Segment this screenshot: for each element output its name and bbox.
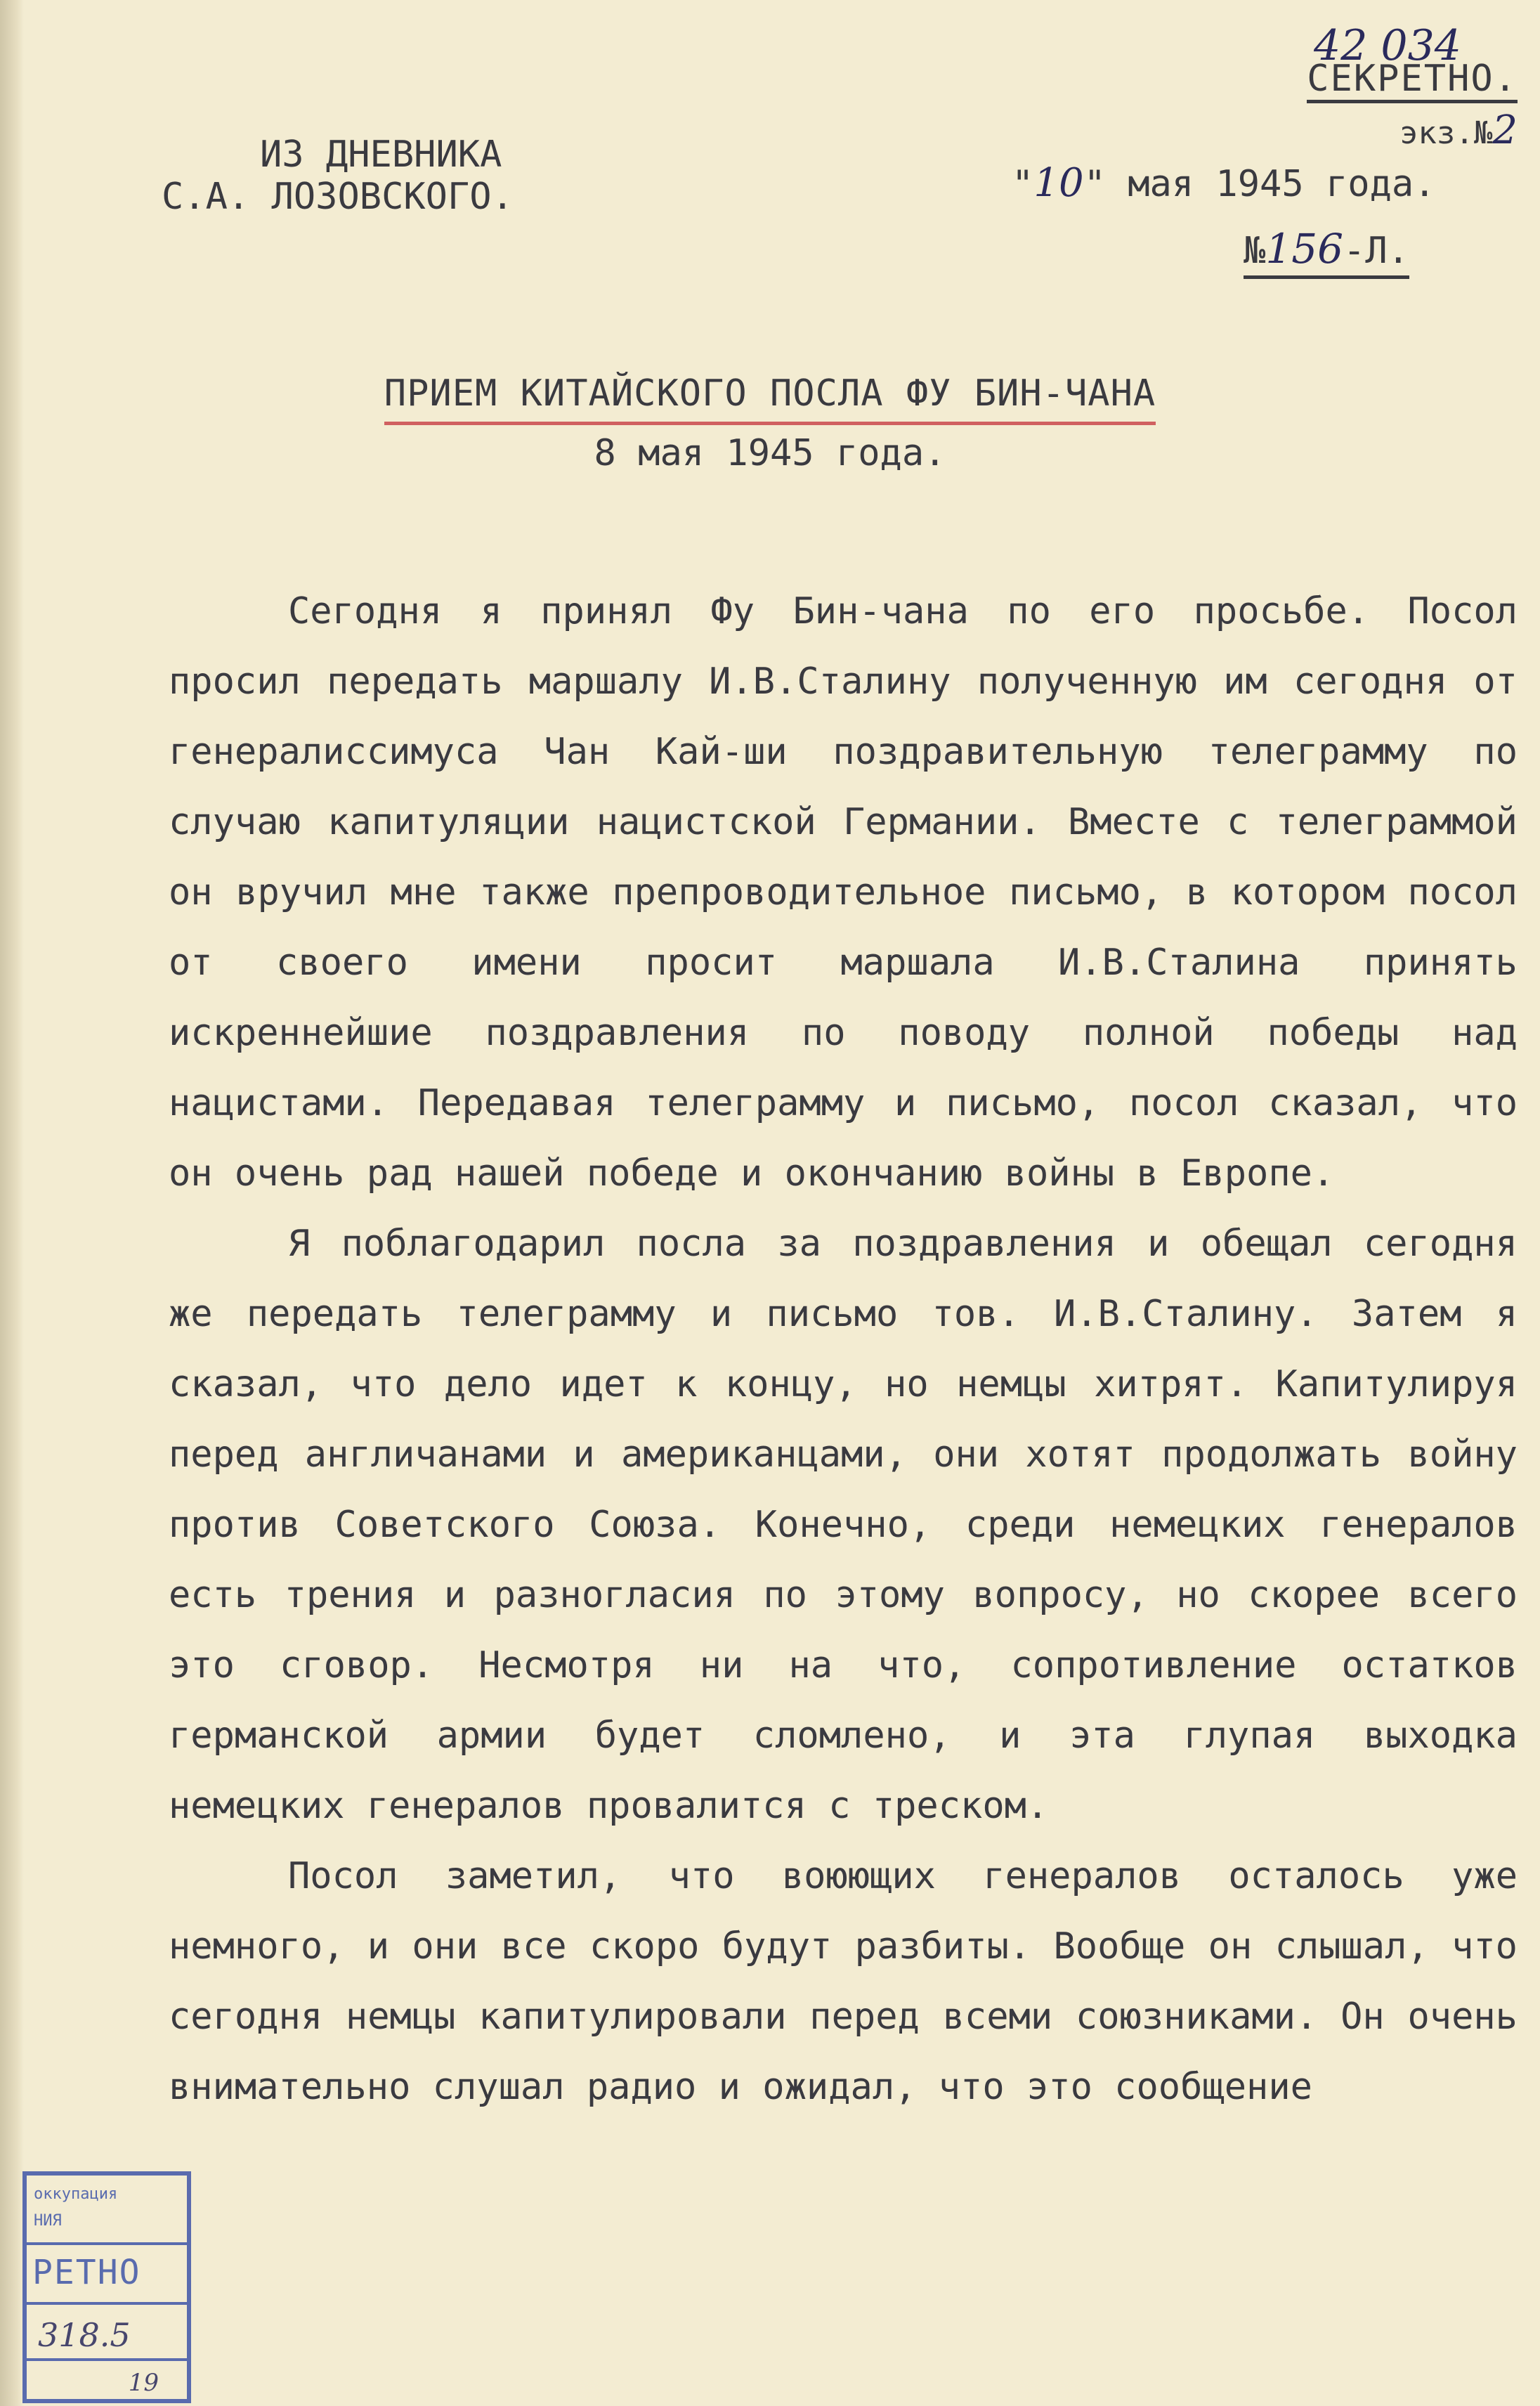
secrecy-block — [1258, 21, 1518, 153]
document-date — [1012, 160, 1435, 206]
number-value: 156 — [1265, 225, 1344, 273]
document-title-block — [0, 372, 1540, 474]
copy-prefix: экз.№ — [1399, 115, 1493, 151]
paragraph-3: Посол заметил, что воюющих генералов осталось уже немного, и они все скоро будут разбиты. Вообще он слышал, что сегодня немцы капитулировали перед всеми союзниками. Он очень внимательно слушал радио и ожидал, что это сообщение — [169, 1855, 1518, 2108]
stamp-handwritten-small: 19 — [128, 2369, 159, 2397]
stamp-line-1: оккупация — [34, 2185, 118, 2203]
binding-edge — [0, 0, 24, 2406]
number-suffix: -Л. — [1343, 230, 1409, 272]
diary-header — [162, 134, 514, 218]
document-number — [1244, 225, 1409, 279]
copy-number-line — [1258, 108, 1518, 153]
date-day: 10 — [1033, 160, 1084, 206]
stamp-divider — [27, 2302, 187, 2305]
date-rest: " мая 1945 года. — [1083, 163, 1436, 205]
diary-line-2: С.А. ЛОЗОВСКОГО. — [162, 176, 514, 218]
stamp-line-3: РЕТНО — [32, 2253, 141, 2292]
diary-line-1: ИЗ ДНЕВНИКА — [260, 134, 502, 176]
stamp-divider — [27, 2358, 187, 2361]
archive-number: 42 034 — [1314, 21, 1461, 70]
document-body — [169, 576, 1518, 2122]
secret-label: СЕКРЕТНО. — [1307, 58, 1518, 103]
number-prefix: № — [1244, 230, 1266, 272]
archive-stamp — [22, 2171, 191, 2403]
paragraph-1: Сегодня я принял Фу Бин-чана по его просьбе. Посол просил передать маршалу И.В.Сталину полученную им сегодня от генералиссимуса Чан Кай-ши поздравительную телеграмму по случаю капитуляции нацистской Германии. Вместе с телеграммой он вручил мне также препроводительное письмо, в котором посол от своего имени просит маршала И.В.Сталина принять искреннейшие поздравления по поводу полной победы над нацистами. Передавая телеграмму и письмо, посол сказал, что он очень рад нашей победе и окончанию войны в Европе. — [169, 590, 1518, 1195]
document-title: ПРИЕМ КИТАЙСКОГО ПОСЛА ФУ БИН-ЧАНА — [384, 372, 1156, 425]
stamp-divider — [27, 2242, 187, 2245]
copy-number: 2 — [1492, 108, 1518, 153]
date-open-quote: " — [1012, 163, 1034, 205]
paragraph-2: Я поблагодарил посла за поздравления и обещал сегодня же передать телеграмму и письмо тов. И.В.Сталину. Затем я сказал, что дело идет к концу, но немцы хитрят. Капитулируя перед англичанами и американцами, они хотят продолжать войну против Советского Союза. Конечно, среди немецких генералов есть трения и разногласия по этому вопросу, но скорее всего это сговор. Несмотря ни на что, сопротивление остатков германской армии будет сломлено, и эта глупая выходка немецких генералов провалится с треском. — [169, 1223, 1518, 1827]
stamp-handwritten-number: 318.5 — [38, 2316, 131, 2354]
document-subtitle-date: 8 мая 1945 года. — [594, 432, 946, 474]
stamp-line-2: НИЯ — [34, 2212, 62, 2230]
